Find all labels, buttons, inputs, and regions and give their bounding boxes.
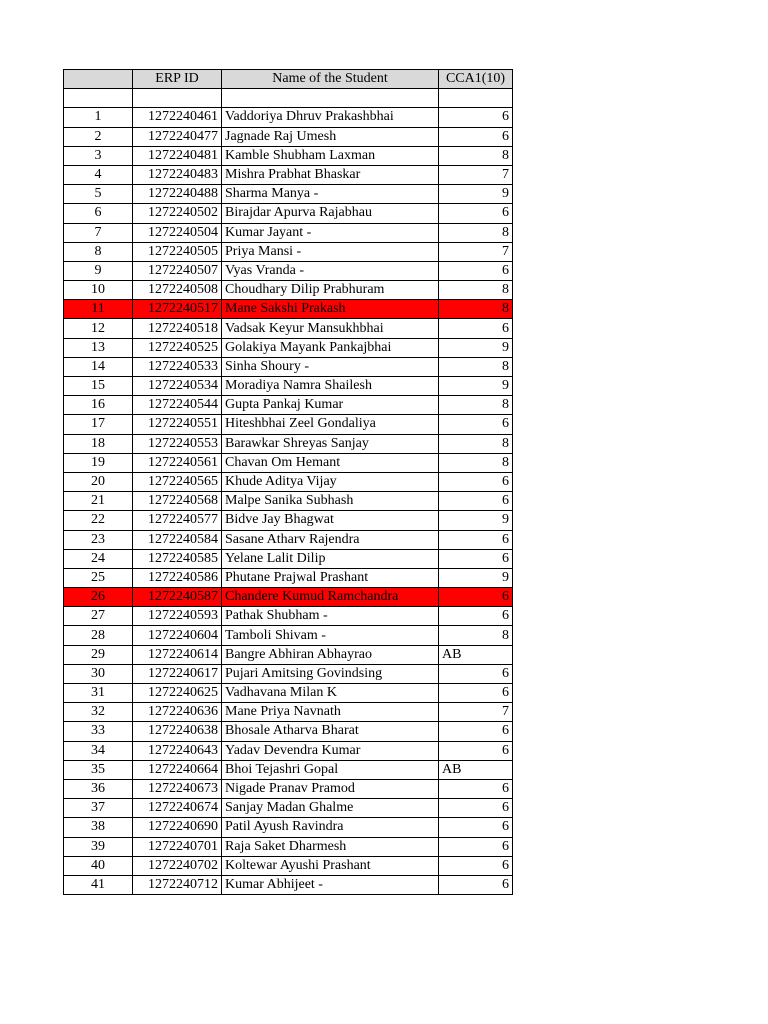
erp-id-cell: 1272240638 xyxy=(133,722,222,741)
score-cell: 6 xyxy=(439,818,513,837)
score-cell: 7 xyxy=(439,165,513,184)
erp-id-cell: 1272240643 xyxy=(133,741,222,760)
header-sr xyxy=(64,70,133,89)
header-row xyxy=(64,70,513,89)
sr-cell: 20 xyxy=(64,472,133,491)
student-name-cell: Bidve Jay Bhagwat xyxy=(222,511,439,530)
sr-cell: 8 xyxy=(64,242,133,261)
table-row xyxy=(64,568,513,587)
student-name-cell: Pathak Shubham - xyxy=(222,607,439,626)
erp-id-cell: 1272240565 xyxy=(133,472,222,491)
student-name-cell: Vadsak Keyur Mansukhbhai xyxy=(222,319,439,338)
erp-id-cell: 1272240690 xyxy=(133,818,222,837)
erp-id-cell: 1272240587 xyxy=(133,588,222,607)
table-row xyxy=(64,703,513,722)
sr-cell: 25 xyxy=(64,568,133,587)
score-cell: 8 xyxy=(439,396,513,415)
sr-cell: 23 xyxy=(64,530,133,549)
table-row xyxy=(64,684,513,703)
sr-cell: 10 xyxy=(64,281,133,300)
score-cell: AB xyxy=(439,760,513,779)
erp-id-cell: 1272240673 xyxy=(133,779,222,798)
erp-id-cell: 1272240712 xyxy=(133,875,222,894)
score-cell: 9 xyxy=(439,568,513,587)
sr-cell: 19 xyxy=(64,453,133,472)
erp-id-cell: 1272240584 xyxy=(133,530,222,549)
table-row xyxy=(64,204,513,223)
erp-id-cell: 1272240561 xyxy=(133,453,222,472)
student-name-cell: Mishra Prabhat Bhaskar xyxy=(222,165,439,184)
student-name-cell: Vadhavana Milan K xyxy=(222,684,439,703)
student-name-cell: Phutane Prajwal Prashant xyxy=(222,568,439,587)
student-name-cell: Golakiya Mayank Pankajbhai xyxy=(222,338,439,357)
erp-id-cell: 1272240483 xyxy=(133,165,222,184)
erp-id-cell: 1272240664 xyxy=(133,760,222,779)
score-cell: AB xyxy=(439,645,513,664)
score-cell: 9 xyxy=(439,185,513,204)
score-cell: 6 xyxy=(439,549,513,568)
sr-cell: 15 xyxy=(64,377,133,396)
score-cell: 9 xyxy=(439,511,513,530)
erp-id-cell: 1272240593 xyxy=(133,607,222,626)
table-row xyxy=(64,185,513,204)
score-cell: 6 xyxy=(439,722,513,741)
table-row xyxy=(64,779,513,798)
table-body xyxy=(64,70,513,895)
table-row xyxy=(64,626,513,645)
erp-id-cell: 1272240461 xyxy=(133,108,222,127)
erp-id-cell: 1272240508 xyxy=(133,281,222,300)
erp-id-cell: 1272240577 xyxy=(133,511,222,530)
student-name-cell: Vaddoriya Dhruv Prakashbhai xyxy=(222,108,439,127)
table-row xyxy=(64,223,513,242)
sr-cell: 37 xyxy=(64,799,133,818)
blank-cell xyxy=(439,89,513,108)
sr-cell: 34 xyxy=(64,741,133,760)
erp-id-cell: 1272240625 xyxy=(133,684,222,703)
erp-id-cell: 1272240617 xyxy=(133,664,222,683)
sr-cell: 40 xyxy=(64,856,133,875)
student-name-cell: Birajdar Apurva Rajabhau xyxy=(222,204,439,223)
table-row xyxy=(64,453,513,472)
erp-id-cell: 1272240517 xyxy=(133,300,222,319)
blank-cell xyxy=(133,89,222,108)
student-name-cell: Moradiya Namra Shailesh xyxy=(222,377,439,396)
student-name-cell: Mane Priya Navnath xyxy=(222,703,439,722)
sr-cell: 33 xyxy=(64,722,133,741)
student-name-cell: Chandere Kumud Ramchandra xyxy=(222,588,439,607)
erp-id-cell: 1272240533 xyxy=(133,357,222,376)
table-row xyxy=(64,357,513,376)
sr-cell: 41 xyxy=(64,875,133,894)
score-cell: 6 xyxy=(439,492,513,511)
table-row xyxy=(64,664,513,683)
student-name-cell: Sasane Atharv Rajendra xyxy=(222,530,439,549)
erp-id-cell: 1272240544 xyxy=(133,396,222,415)
erp-id-cell: 1272240585 xyxy=(133,549,222,568)
student-name-cell: Raja Saket Dharmesh xyxy=(222,837,439,856)
erp-id-cell: 1272240477 xyxy=(133,127,222,146)
table-row xyxy=(64,146,513,165)
table-row xyxy=(64,127,513,146)
table-row xyxy=(64,645,513,664)
sr-cell: 32 xyxy=(64,703,133,722)
sr-cell: 9 xyxy=(64,261,133,280)
sr-cell: 35 xyxy=(64,760,133,779)
sr-cell: 28 xyxy=(64,626,133,645)
table-row xyxy=(64,261,513,280)
sr-cell: 31 xyxy=(64,684,133,703)
score-cell: 6 xyxy=(439,741,513,760)
sr-cell: 3 xyxy=(64,146,133,165)
table-row xyxy=(64,760,513,779)
header-erp-id: ERP ID xyxy=(133,70,222,89)
table-row xyxy=(64,799,513,818)
sr-cell: 1 xyxy=(64,108,133,127)
sr-cell: 18 xyxy=(64,434,133,453)
sr-cell: 38 xyxy=(64,818,133,837)
student-name-cell: Choudhary Dilip Prabhuram xyxy=(222,281,439,300)
table-row xyxy=(64,242,513,261)
student-name-cell: Sinha Shoury - xyxy=(222,357,439,376)
student-name-cell: Tamboli Shivam - xyxy=(222,626,439,645)
erp-id-cell: 1272240604 xyxy=(133,626,222,645)
erp-id-cell: 1272240518 xyxy=(133,319,222,338)
table-row xyxy=(64,607,513,626)
student-name-cell: Gupta Pankaj Kumar xyxy=(222,396,439,415)
sr-cell: 12 xyxy=(64,319,133,338)
sr-cell: 6 xyxy=(64,204,133,223)
header-cca1-score: CCA1(10) xyxy=(439,70,513,89)
score-cell: 6 xyxy=(439,127,513,146)
erp-id-cell: 1272240614 xyxy=(133,645,222,664)
erp-id-cell: 1272240674 xyxy=(133,799,222,818)
erp-id-cell: 1272240551 xyxy=(133,415,222,434)
erp-id-cell: 1272240504 xyxy=(133,223,222,242)
student-name-cell: Priya Mansi - xyxy=(222,242,439,261)
student-name-cell: Nigade Pranav Pramod xyxy=(222,779,439,798)
erp-id-cell: 1272240481 xyxy=(133,146,222,165)
sr-cell: 39 xyxy=(64,837,133,856)
blank-cell xyxy=(64,89,133,108)
sr-cell: 29 xyxy=(64,645,133,664)
table-row xyxy=(64,875,513,894)
student-name-cell: Bhosale Atharva Bharat xyxy=(222,722,439,741)
erp-id-cell: 1272240701 xyxy=(133,837,222,856)
student-name-cell: Chavan Om Hemant xyxy=(222,453,439,472)
table-row xyxy=(64,837,513,856)
sr-cell: 26 xyxy=(64,588,133,607)
erp-id-cell: 1272240568 xyxy=(133,492,222,511)
erp-id-cell: 1272240502 xyxy=(133,204,222,223)
score-cell: 6 xyxy=(439,261,513,280)
table-row xyxy=(64,530,513,549)
sr-cell: 17 xyxy=(64,415,133,434)
erp-id-cell: 1272240586 xyxy=(133,568,222,587)
table-row xyxy=(64,338,513,357)
table-row xyxy=(64,492,513,511)
sr-cell: 11 xyxy=(64,300,133,319)
erp-id-cell: 1272240553 xyxy=(133,434,222,453)
score-cell: 8 xyxy=(439,453,513,472)
table-row xyxy=(64,434,513,453)
blank-row xyxy=(64,89,513,108)
student-name-cell: Patil Ayush Ravindra xyxy=(222,818,439,837)
score-cell: 6 xyxy=(439,607,513,626)
erp-id-cell: 1272240525 xyxy=(133,338,222,357)
student-name-cell: Koltewar Ayushi Prashant xyxy=(222,856,439,875)
student-marks-table xyxy=(63,69,513,895)
score-cell: 6 xyxy=(439,837,513,856)
erp-id-cell: 1272240505 xyxy=(133,242,222,261)
student-name-cell: Jagnade Raj Umesh xyxy=(222,127,439,146)
table-row xyxy=(64,856,513,875)
table-row xyxy=(64,165,513,184)
score-cell: 9 xyxy=(439,338,513,357)
sr-cell: 14 xyxy=(64,357,133,376)
sr-cell: 2 xyxy=(64,127,133,146)
student-name-cell: Malpe Sanika Subhash xyxy=(222,492,439,511)
student-name-cell: Vyas Vranda - xyxy=(222,261,439,280)
table-row xyxy=(64,281,513,300)
table-row xyxy=(64,722,513,741)
score-cell: 8 xyxy=(439,626,513,645)
table-row xyxy=(64,511,513,530)
score-cell: 7 xyxy=(439,703,513,722)
student-name-cell: Hiteshbhai Zeel Gondaliya xyxy=(222,415,439,434)
score-cell: 6 xyxy=(439,415,513,434)
erp-id-cell: 1272240534 xyxy=(133,377,222,396)
sr-cell: 21 xyxy=(64,492,133,511)
erp-id-cell: 1272240507 xyxy=(133,261,222,280)
student-name-cell: Sanjay Madan Ghalme xyxy=(222,799,439,818)
score-cell: 6 xyxy=(439,875,513,894)
score-cell: 6 xyxy=(439,799,513,818)
sr-cell: 13 xyxy=(64,338,133,357)
student-name-cell: Mane Sakshi Prakash xyxy=(222,300,439,319)
table-row xyxy=(64,108,513,127)
score-cell: 8 xyxy=(439,434,513,453)
student-name-cell: Kamble Shubham Laxman xyxy=(222,146,439,165)
score-cell: 6 xyxy=(439,684,513,703)
student-name-cell: Kumar Jayant - xyxy=(222,223,439,242)
blank-cell xyxy=(222,89,439,108)
sr-cell: 36 xyxy=(64,779,133,798)
score-cell: 6 xyxy=(439,588,513,607)
score-cell: 6 xyxy=(439,319,513,338)
table-row xyxy=(64,319,513,338)
table-row xyxy=(64,396,513,415)
score-cell: 6 xyxy=(439,472,513,491)
student-name-cell: Kumar Abhijeet - xyxy=(222,875,439,894)
score-cell: 7 xyxy=(439,242,513,261)
sr-cell: 30 xyxy=(64,664,133,683)
score-cell: 6 xyxy=(439,779,513,798)
student-name-cell: Bhoi Tejashri Gopal xyxy=(222,760,439,779)
sr-cell: 22 xyxy=(64,511,133,530)
student-name-cell: Bangre Abhiran Abhayrao xyxy=(222,645,439,664)
table-row xyxy=(64,415,513,434)
score-cell: 6 xyxy=(439,664,513,683)
table-row xyxy=(64,588,513,607)
student-name-cell: Yelane Lalit Dilip xyxy=(222,549,439,568)
sr-cell: 7 xyxy=(64,223,133,242)
erp-id-cell: 1272240702 xyxy=(133,856,222,875)
score-cell: 8 xyxy=(439,281,513,300)
erp-id-cell: 1272240636 xyxy=(133,703,222,722)
table-row xyxy=(64,741,513,760)
sr-cell: 5 xyxy=(64,185,133,204)
table-row xyxy=(64,549,513,568)
student-name-cell: Yadav Devendra Kumar xyxy=(222,741,439,760)
score-cell: 6 xyxy=(439,856,513,875)
table-row xyxy=(64,818,513,837)
table-row xyxy=(64,300,513,319)
table-row xyxy=(64,377,513,396)
table-row xyxy=(64,472,513,491)
student-name-cell: Sharma Manya - xyxy=(222,185,439,204)
score-cell: 8 xyxy=(439,146,513,165)
student-name-cell: Pujari Amitsing Govindsing xyxy=(222,664,439,683)
sr-cell: 27 xyxy=(64,607,133,626)
header-student-name: Name of the Student xyxy=(222,70,439,89)
score-cell: 8 xyxy=(439,300,513,319)
sr-cell: 24 xyxy=(64,549,133,568)
sr-cell: 4 xyxy=(64,165,133,184)
student-name-cell: Khude Aditya Vijay xyxy=(222,472,439,491)
sr-cell: 16 xyxy=(64,396,133,415)
erp-id-cell: 1272240488 xyxy=(133,185,222,204)
score-cell: 8 xyxy=(439,223,513,242)
score-cell: 9 xyxy=(439,377,513,396)
student-name-cell: Barawkar Shreyas Sanjay xyxy=(222,434,439,453)
score-cell: 6 xyxy=(439,204,513,223)
score-cell: 6 xyxy=(439,530,513,549)
score-cell: 6 xyxy=(439,108,513,127)
score-cell: 8 xyxy=(439,357,513,376)
